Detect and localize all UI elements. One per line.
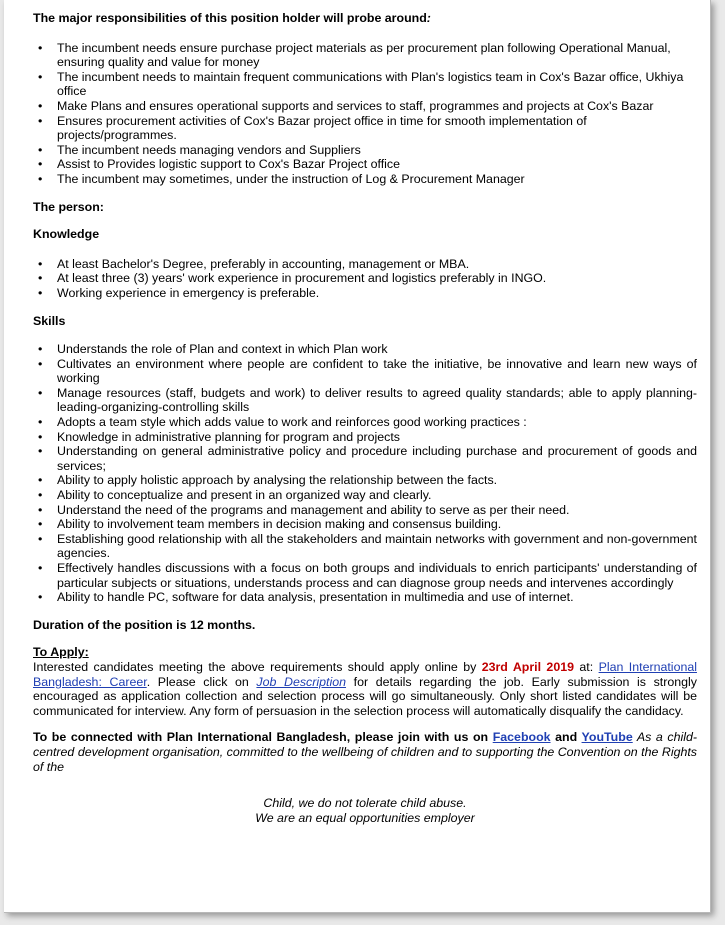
document-content [33, 0, 697, 825]
skill-item: • Understanding on general administrative policy and procedure including purchase and procurement of goods and services; [33, 444, 697, 473]
skill-item: • Ability to apply holistic approach by analysing the relationship between the facts. [33, 473, 697, 488]
duration-text: Duration of the position is 12 months. [33, 617, 256, 632]
knowledge-item: • Working experience in emergency is preferable. [33, 286, 697, 301]
skills-heading: Skills [33, 313, 66, 328]
responsibility-item: • The incumbent needs ensure purchase project materials as per procurement plan following Operational Manual, ensuring quality and value for money [33, 41, 697, 70]
facebook-link[interactable]: Facebook [492, 730, 551, 745]
responsibility-item: • The incumbent needs managing vendors and Suppliers [33, 143, 697, 158]
skill-item: • Ability to involvement team members in decision making and consensus building. [33, 517, 697, 532]
knowledge-item: • At least Bachelor's Degree, preferably in accounting, management or MBA. [33, 257, 697, 272]
footer-notice [33, 796, 697, 825]
skill-item: • Understands the role of Plan and context in which Plan work [33, 342, 697, 357]
responsibility-item: • Make Plans and ensures operational supports and services to staff, programmes and projects at Cox's Bazar [33, 99, 697, 114]
youtube-link[interactable]: YouTube [581, 730, 633, 745]
connect-paragraph: To be connected with Plan International Bangladesh, please join with us on Facebook and YouTube As a child-centred development organisation, committed to the wellbeing of children and to supporting the Convention on the Rights of the [33, 730, 697, 774]
apply-paragraph: Interested candidates meeting the above requirements should apply online by 23rd April 2019 at: Plan International Bangladesh: Career. Please click on Job Description for details regarding the job. Early submission is strongly encouraged as application collection and selection process will go simultaneously. Only short listed candidates will be communicated for interview. Any form of persuasion in the selection process will automatically disqualify the candidacy. [33, 659, 698, 718]
responsibility-item: • The incumbent may sometimes, under the instruction of Log & Procurement Manager [33, 172, 697, 187]
apply-section [33, 645, 697, 718]
knowledge-item: • At least three (3) years' work experience in procurement and logistics preferably in INGO. [33, 271, 697, 286]
skill-item: • Effectively handles discussions with a focus on both groups and individuals to enrich participants' understanding of particular subjects or situations, understands process and can diagnose group needs and intervenes accordingly [33, 561, 697, 590]
responsibility-item: • Assist to Provides logistic support to Cox's Bazar Project office [33, 157, 697, 172]
clipped-top-line [33, 0, 697, 4]
skill-item: • Adopts a team style which adds value to work and reinforces good working practices : [33, 415, 697, 430]
footer-line-2: We are an equal opportunities employer [255, 810, 475, 825]
footer-line-1: Child, we do not tolerate child abuse. [263, 796, 467, 811]
skill-item: • Ability to handle PC, software for data analysis, presentation in multimedia and use of internet. [33, 590, 697, 605]
knowledge-heading: Knowledge [33, 227, 100, 242]
skill-item: • Understand the need of the programs and management and ability to serve as per their need. [33, 503, 697, 518]
person-heading: The person: [33, 199, 104, 214]
responsibilities-list [33, 41, 697, 187]
deadline-text: 23rd April 2019 [481, 659, 575, 674]
responsibility-item: • The incumbent needs to maintain frequent communications with Plan's logistics team in Cox's Bazar office, Ukhiya office [33, 70, 697, 99]
skill-item: • Ability to conceptualize and present in an organized way and clearly. [33, 488, 697, 503]
knowledge-list [33, 257, 697, 301]
skill-item: • Knowledge in administrative planning for program and projects [33, 430, 697, 445]
skills-list [33, 342, 697, 605]
skill-item: • Manage resources (staff, budgets and work) to deliver results to agreed quality standards; able to apply planning-leading-organizing-controlling skills [33, 386, 697, 415]
document-page [4, 0, 711, 913]
responsibility-item: • Ensures procurement activities of Cox's Bazar project office in time for smooth implementation of projects/programmes. [33, 114, 697, 143]
skill-item: • Cultivates an environment where people are confident to take the initiative, be innovative and learn new ways of working [33, 357, 697, 386]
job-description-link[interactable]: Job Description [256, 674, 347, 689]
skill-item: • Establishing good relationship with all the stakeholders and maintain networks with government and non-government agencies. [33, 532, 697, 561]
career-link[interactable]: Plan International Bangladesh: Career [33, 659, 697, 689]
responsibilities-heading: The major responsibilities of this position holder will probe around: [33, 11, 431, 25]
apply-heading: To Apply: [33, 645, 89, 660]
